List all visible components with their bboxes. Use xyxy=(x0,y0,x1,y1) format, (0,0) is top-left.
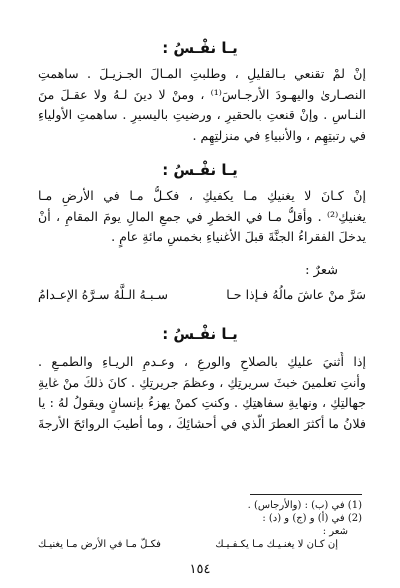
poem-verse xyxy=(38,286,366,304)
footnote-2-label: شعر : xyxy=(322,526,348,537)
paragraph-2 xyxy=(38,186,366,248)
paragraph-3 xyxy=(38,352,366,434)
footnote-1: (1) في (ب) : (والأرجاس) . xyxy=(247,500,362,511)
paragraph-3-line-3: جهالتِكِ ، ونهايةِ سفاهتِكِ . وكنتِ كمنْ يهزءُ بإنسانٍ ويقولُ لهُ : يا xyxy=(38,395,366,410)
footnote-2-verse xyxy=(38,538,338,551)
section-heading-2: يـا نفْـسُ : xyxy=(162,161,238,179)
paragraph-1 xyxy=(38,64,366,146)
footnote-2-hemistich-second: فكـلّ مـا في الأرض مـا يغنيـك xyxy=(38,539,161,550)
footnote-2: (2) في (أ) و (ج) و (د) : xyxy=(262,513,362,524)
paragraph-1-line-1: إنْ لمْ تقنعي بـالقليلِ ، وطلبتِ المـالَ الجـزيـلَ . ساهمتِ xyxy=(38,66,366,81)
section-heading-3: يـا نفْـسُ : xyxy=(162,325,238,343)
poem-hemistich-first: سَرَّ منْ عاشَ مالُهُ فـإذا حـا xyxy=(226,287,366,302)
section-heading-1: يـا نفْـسُ : xyxy=(162,39,238,57)
paragraph-1-line-2: النصـارىٰ واليهـودَ الأرجـاسَ⁽¹⁾ ، ومنْ لا دينَ لـهُ ولا عقـلَ منَ xyxy=(38,86,366,102)
footnote-divider xyxy=(250,494,362,495)
poem-hemistich-second: سـبـهُ الـلَّهُ سـرَّهُ الإعـدامُ xyxy=(38,287,169,302)
paragraph-2-line-1: إنْ كـانَ لا يغنيكِ مـا يكفيكِ ، فكـلُّ مـا في الأرضِ مـا xyxy=(38,188,366,203)
paragraph-3-line-2: وأنتِ تعلمينَ خبثَ سريرتِكِ ، وعظمَ جريرتِكِ . كانَ ذلكَ منْ غايةِ xyxy=(38,374,366,390)
paragraph-1-line-4: في رتبتِهِم ، والأنبياءِ في منزلتِهِم . xyxy=(192,127,366,143)
paragraph-2-line-3: يدخلَ الفقراءُ الجنَّةَ قبلَ الأغنياءِ بخمسِ مائةِ عامٍ . xyxy=(111,229,366,244)
poem-label: شعرٌ : xyxy=(305,263,338,278)
paragraph-3-line-1: إذا أُثنيَ عليكِ بالصلاحِ والورعِ ، وعـدمِ الريـاءِ والطمـعِ . xyxy=(38,354,366,369)
paragraph-2-line-2: يغنيكِ⁽²⁾ . وأقلُّ مـا في الخطرِ في جمعِ المالِ يومَ المقامِ ، أنْ xyxy=(38,208,366,224)
footnote-2-hemistich-first: إن كـان لا يغنـيـك مـا يكـفـيـك xyxy=(215,539,338,550)
paragraph-1-line-3: النـاسِ . وإنْ قنعتِ بالحقيرِ ، ورضيتِ باليسيرِ . ساهمتِ الأولياءِ xyxy=(38,107,366,122)
paragraph-3-line-4: فلانُ ما أكثرَ العطرَ الَّذي في أحشائِكَ ، وما أطيبَ الروائحَ الأرجةَ xyxy=(38,415,366,431)
page-number: ١٥٤ xyxy=(189,562,211,577)
